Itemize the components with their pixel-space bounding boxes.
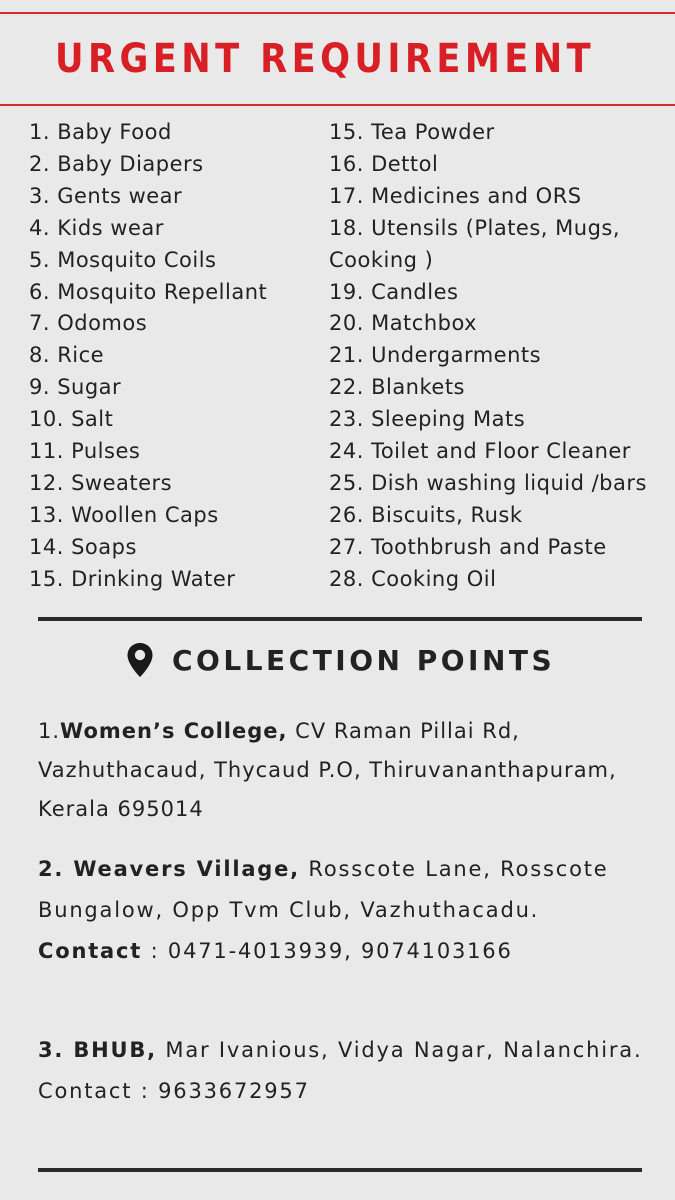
- list-item: 4. Kids wear: [29, 215, 164, 240]
- top-red-rule: [0, 12, 675, 14]
- list-item: 5. Mosquito Coils: [29, 247, 217, 272]
- list-item: 16. Dettol: [329, 151, 439, 176]
- requirements-list-left: [29, 117, 319, 596]
- collection-point-1: [38, 712, 658, 829]
- contact-label: Contact: [38, 1079, 133, 1103]
- list-item: 15. Tea Powder: [329, 120, 495, 144]
- list-item: 8. Rice: [29, 343, 105, 368]
- list-item: 13. Woollen Caps: [29, 502, 219, 527]
- point-number: 1.: [38, 719, 61, 743]
- list-item: 19. Candles: [329, 279, 459, 304]
- list-item: 10. Salt: [29, 407, 114, 432]
- contact-value: : 9633672957: [132, 1079, 310, 1103]
- list-item: 28. Cooking Oil: [329, 566, 497, 591]
- list-item: 22. Blankets: [329, 375, 465, 400]
- list-item: 3. Gents wear: [29, 183, 183, 208]
- contact-line: [38, 1071, 658, 1112]
- list-item: 6. Mosquito Repellant: [29, 279, 268, 304]
- point-address: CV Raman Pillai Rd, Vazhuthacaud, Thycaud P.O, Thiruvananthapuram, Kerala 695014: [38, 719, 617, 821]
- list-item: 11. Pulses: [29, 439, 141, 464]
- list-item: 24. Toilet and Floor Cleaner: [329, 439, 631, 464]
- contact-line: [38, 931, 658, 972]
- point-name: Weavers Village,: [64, 857, 300, 881]
- contact-value: : 0471-4013939, 9074103166: [142, 939, 513, 963]
- list-item: 14. Soaps: [29, 534, 137, 559]
- list-item: 25. Dish washing liquid /bars: [329, 470, 647, 495]
- collection-point-2: [38, 849, 658, 972]
- section-divider: [38, 617, 642, 621]
- bottom-divider: [38, 1168, 642, 1172]
- list-item: 2. Baby Diapers: [29, 151, 204, 176]
- point-address: Rosscote Lane, Rosscote Bungalow, Opp Tvm Club, Vazhuthacadu.: [38, 857, 609, 922]
- list-item: 1. Baby Food: [29, 120, 172, 144]
- contact-label: Contact: [38, 939, 143, 963]
- list-item: 23. Sleeping Mats: [329, 407, 526, 432]
- collection-points-title: COLLECTION POINTS: [172, 643, 556, 677]
- location-pin-icon: [126, 642, 154, 678]
- list-item: 17. Medicines and ORS: [329, 183, 582, 208]
- point-number: 2.: [38, 857, 65, 881]
- page-title: URGENT REQUIREMENT: [54, 36, 595, 82]
- collection-points-heading: [126, 642, 555, 678]
- list-item: 26. Biscuits, Rusk: [329, 502, 523, 527]
- list-item: 12. Sweaters: [29, 470, 173, 495]
- list-item: 21. Undergarments: [329, 343, 542, 368]
- point-name: BHUB,: [64, 1038, 157, 1062]
- point-address: Mar Ivanious, Vidya Nagar, Nalanchira.: [156, 1038, 643, 1062]
- list-item: 18. Utensils (Plates, Mugs, Cooking ): [329, 215, 621, 272]
- collection-point-3: [38, 1030, 658, 1112]
- list-item: 20. Matchbox: [329, 311, 478, 336]
- header-red-rule: [0, 104, 675, 106]
- list-item: 9. Sugar: [29, 375, 122, 400]
- point-number: 3.: [38, 1038, 65, 1062]
- list-item: 27. Toothbrush and Paste: [329, 534, 607, 559]
- list-item: 15. Drinking Water: [29, 566, 236, 591]
- requirements-list-right: [329, 117, 669, 596]
- point-name: Women’s College,: [60, 719, 288, 743]
- list-item: 7. Odomos: [29, 311, 148, 336]
